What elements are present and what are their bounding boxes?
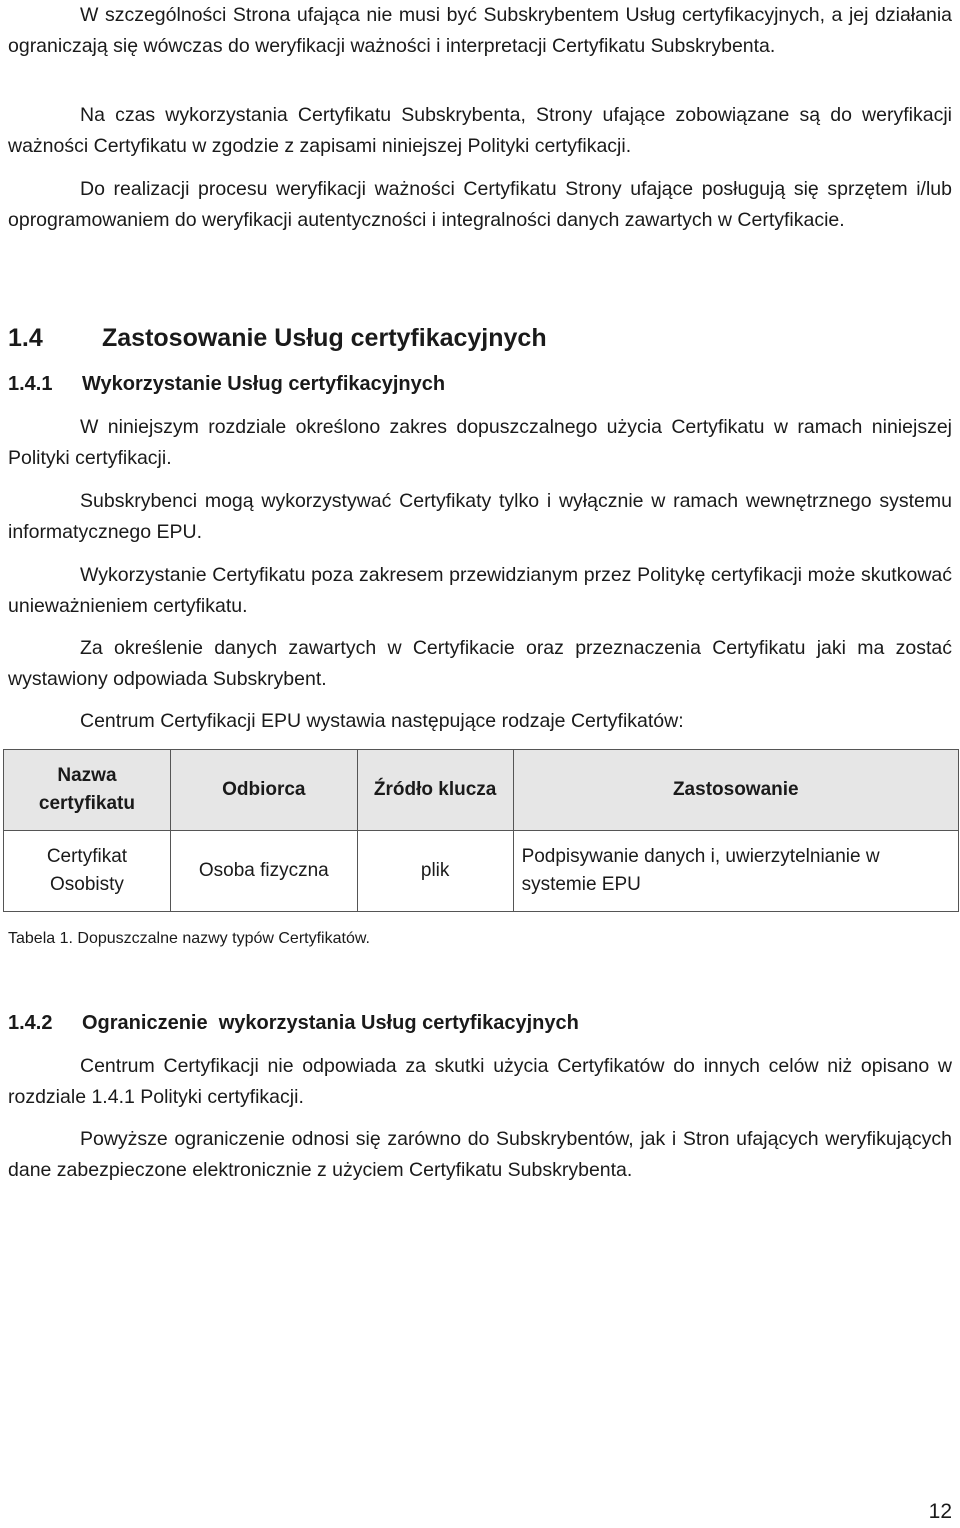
table-header-cell: Zastosowanie: [513, 750, 958, 831]
paragraph-limitation-scope: Powyższe ograniczenie odnosi się zarówno do Subskrybentów, jak i Stron ufających weryfikujących dane zabezpieczone elektronicznie z użyciem Certyfikatu Subskrybenta.: [8, 1128, 952, 1181]
section-number: 1.4.2: [8, 1012, 53, 1034]
paragraph-subscribers-use: Subskrybenci mogą wykorzystywać Certyfikaty tylko i wyłącznie w ramach wewnętrznego systemu informatycznego EPU.: [8, 490, 952, 543]
table-cell: Osoba fizyczna: [170, 831, 357, 912]
table-cell: Certyfikat Osobisty: [4, 831, 171, 912]
table-header-cell: Nazwa certyfikatu: [4, 750, 171, 831]
paragraph-verification-duty: Na czas wykorzystania Certyfikatu Subskrybenta, Strony ufające zobowiązane są do weryfikacji ważności Certyfikatu w zgodzie z zapisami niniejszej Polityki certyfikacji.: [8, 104, 952, 157]
table-header-row: [4, 750, 959, 831]
table-caption: Tabela 1. Dopuszczalne nazwy typów Certyfikatów.: [8, 930, 370, 947]
section-title: Wykorzystanie Usług certyfikacyjnych: [82, 373, 446, 395]
paragraph-scope: W niniejszym rozdziale określono zakres dopuszczalnego użycia Certyfikatu w ramach niniejszej Polityki certyfikacji.: [8, 416, 952, 469]
certificate-types-table: [3, 749, 959, 912]
paragraph-misuse: Wykorzystanie Certyfikatu poza zakresem przewidzianym przez Politykę certyfikacji może skutkować unieważnieniem certyfikatu.: [8, 564, 952, 617]
paragraph-subscriber-responsibility: Za określenie danych zawartych w Certyfikacie oraz przeznaczenia Certyfikatu jaki ma zostać wystawiony odpowiada Subskrybent.: [8, 637, 952, 690]
section-heading-1-4: [8, 322, 547, 354]
table-row: [4, 831, 959, 912]
table-header-cell: Odbiorca: [170, 750, 357, 831]
page-number: 12: [928, 1500, 952, 1523]
section-number: 1.4.1: [8, 373, 53, 395]
section-title: Zastosowanie Usług certyfikacyjnych: [102, 324, 547, 352]
table-cell: plik: [357, 831, 513, 912]
paragraph-verification-tools: Do realizacji procesu weryfikacji ważności Certyfikatu Strony ufające posługują się sprzętem i/lub oprogramowaniem do weryfikacji autentyczności i integralności danych zawartych w Certyfikacie.: [8, 178, 952, 231]
section-heading-1-4-1: [8, 369, 445, 399]
table-header-cell: Źródło klucza: [357, 750, 513, 831]
section-title: Ograniczenie wykorzystania Usług certyfikacyjnych: [82, 1012, 579, 1034]
table-cell: Podpisywanie danych i, uwierzytelnianie w systemie EPU: [513, 831, 958, 912]
paragraph-relying-party: W szczególności Strona ufająca nie musi być Subskrybentem Usług certyfikacyjnych, a jej działania ograniczają się wówczas do weryfikacji ważności i interpretacji Certyfikatu Subskrybenta.: [8, 4, 952, 57]
paragraph-ca-liability: Centrum Certyfikacji nie odpowiada za skutki użycia Certyfikatów do innych celów niż opisano w rozdziale 1.4.1 Polityki certyfikacji.: [8, 1055, 952, 1108]
section-number: 1.4: [8, 324, 43, 352]
section-heading-1-4-2: [8, 1008, 579, 1038]
paragraph-cert-types-intro: Centrum Certyfikacji EPU wystawia następujące rodzaje Certyfikatów:: [80, 710, 684, 732]
